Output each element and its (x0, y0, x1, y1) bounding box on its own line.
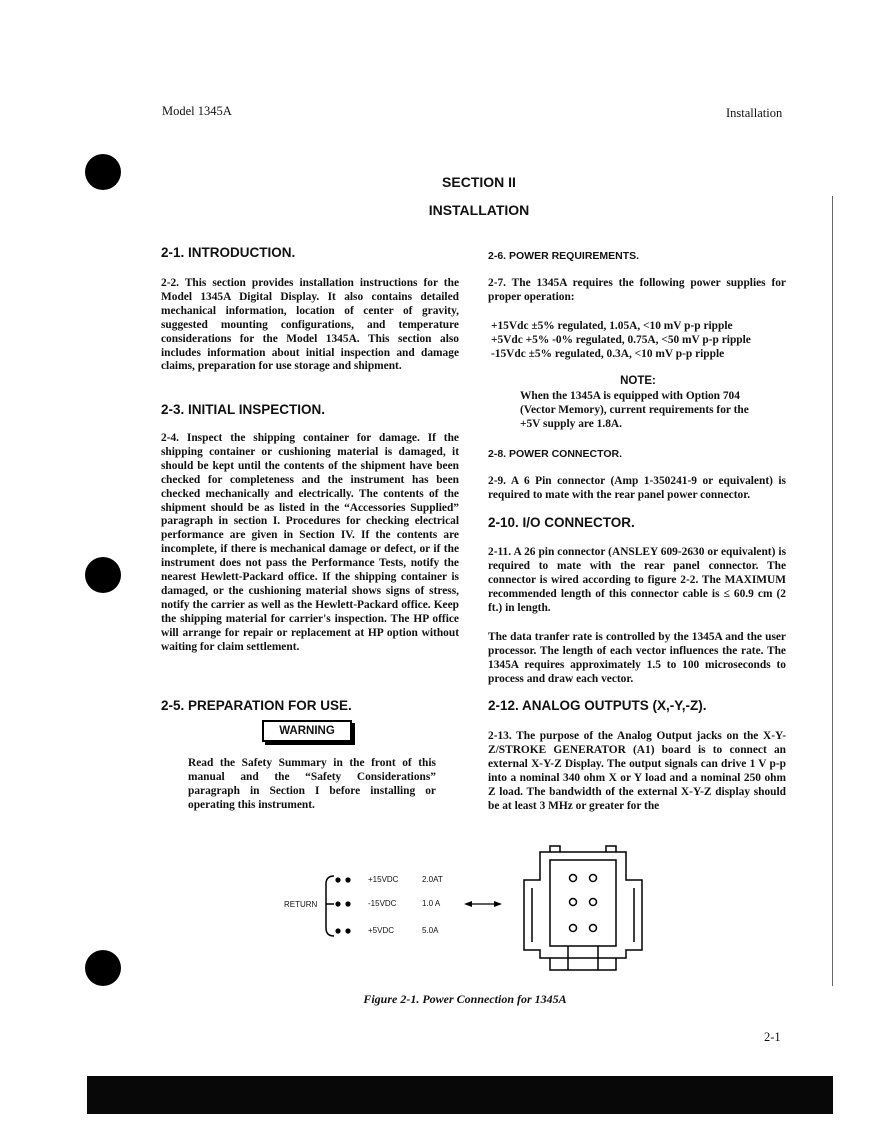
section-title: INSTALLATION (428, 202, 530, 218)
return-label: RETURN (284, 900, 318, 909)
fuse-label: 5.0A (422, 926, 439, 935)
voltage-label: +15VDC (368, 875, 399, 884)
binder-hole-bottom (85, 950, 121, 986)
section-number: SECTION II (442, 174, 516, 190)
heading-analog-outputs: 2-12. ANALOG OUTPUTS (X,-Y,-Z). (488, 698, 707, 713)
warning-text: Read the Safety Summary in the front of this manual and the “Safety Considerations” paragraph in Section I before installing or operating this instrument. (188, 757, 436, 811)
paragraph-2-11: 2-11. A 26 pin connector (ANSLEY 609-2630 or equivalent) is required to mate with the rear panel connector. The connector is wired according to figure 2-2. The MAXIMUM recommended length of this connector cable is ≤ 60.9 cm (2 ft.) in length. (488, 546, 786, 614)
warning-box: WARNING (262, 720, 352, 742)
paragraph-data-rate: The data tranfer rate is controlled by the 1345A and the user processor. The length of each vector influences the rate. The 1345A requires approximately 1.5 to 100 microseconds to process and draw each vector. (488, 631, 786, 685)
paragraph-2-2: 2-2. This section provides installation instructions for the Model 1345A Digital Display. It also contains detailed mechanical information, location of center of gravity, suggested mounting configurations, and temperature considerations for the Model 1345A. This section also includes information about initial inspection and damage claims, preparation for use storage and shipment. (161, 277, 459, 373)
paragraph-2-7: 2-7. The 1345A requires the following power supplies for proper operation: (488, 277, 786, 303)
figure-caption: Figure 2-1. Power Connection for 1345A (363, 992, 567, 1006)
header-model: Model 1345A (162, 104, 232, 118)
voltage-label: +5VDC (368, 926, 395, 935)
supply-list (491, 320, 791, 362)
scan-edge-bar (87, 1076, 833, 1114)
figure-power-connection (280, 840, 680, 985)
note-title: NOTE: (620, 375, 656, 387)
paragraph-2-4: 2-4. Inspect the shipping container for damage. If the shipping container or cushioning material is damaged, it should be kept until the contents of the shipment have been checked for completeness and the instrument has been checked mechanically and electrically. The contents of the shipment should be as listed in the “Accessories Supplied” paragraph in section I. Procedures for checking electrical performance are given in Section IV. If the contents are incomplete, if there is mechanical damage or defect, or if the instrument does not pass the Performance Tests, notify the nearest Hewlett-Packard office. If the shipping container is damaged, or the cushioning material shows signs of stress, notify the carrier as well as the Hewlett-Packard office. Keep the shipping material for carrier's inspection. The HP office will arrange for repair or replacement at HP option without waiting for claim settlement. (161, 432, 459, 653)
heading-io-connector: 2-10. I/O CONNECTOR. (488, 515, 635, 530)
heading-preparation-for-use: 2-5. PREPARATION FOR USE. (161, 698, 352, 713)
fuse-label: 1.0 A (422, 899, 441, 908)
fuse-label: 2.0AT (422, 875, 443, 884)
paragraph-2-9: 2-9. A 6 Pin connector (Amp 1-350241-9 or equivalent) is required to mate with the rear panel power connector. (488, 475, 786, 501)
supply-item: +5Vdc +5% -0% regulated, 0.75A, <50 mV p-p ripple (491, 333, 751, 346)
voltage-label: -15VDC (368, 899, 397, 908)
heading-power-requirements: 2-6. POWER REQUIREMENTS. (488, 250, 640, 262)
page-edge-rule (832, 196, 833, 986)
heading-power-connector: 2-8. POWER CONNECTOR. (488, 448, 622, 460)
connector-drawing-icon (510, 840, 660, 975)
note-text: When the 1345A is equipped with Option 704 (Vector Memory), current requirements for the +5V supply are 1.8A. (520, 390, 749, 430)
heading-introduction: 2-1. INTRODUCTION. (161, 245, 296, 260)
supply-item: -15Vdc ±5% regulated, 0.3A, <10 mV p-p ripple (491, 347, 725, 360)
page-number: 2-1 (764, 1030, 781, 1044)
binder-hole-middle (85, 557, 121, 593)
heading-initial-inspection: 2-3. INITIAL INSPECTION. (161, 402, 326, 417)
supply-item: +15Vdc ±5% regulated, 1.05A, <10 mV p-p ripple (491, 320, 733, 332)
binder-hole-top (85, 154, 121, 190)
header-section: Installation (726, 106, 783, 120)
paragraph-2-13: 2-13. The purpose of the Analog Output jacks on the X-Y-Z/STROKE GENERATOR (A1) board is to connect an external X-Y-Z Display. The output signals can drive 1 V p-p into a nominal 340 ohm X or Y load and a nominal 250 ohm Z load. The bandwidth of the external X-Y-Z display should be at least 3 MHz or greater for the (488, 730, 786, 812)
